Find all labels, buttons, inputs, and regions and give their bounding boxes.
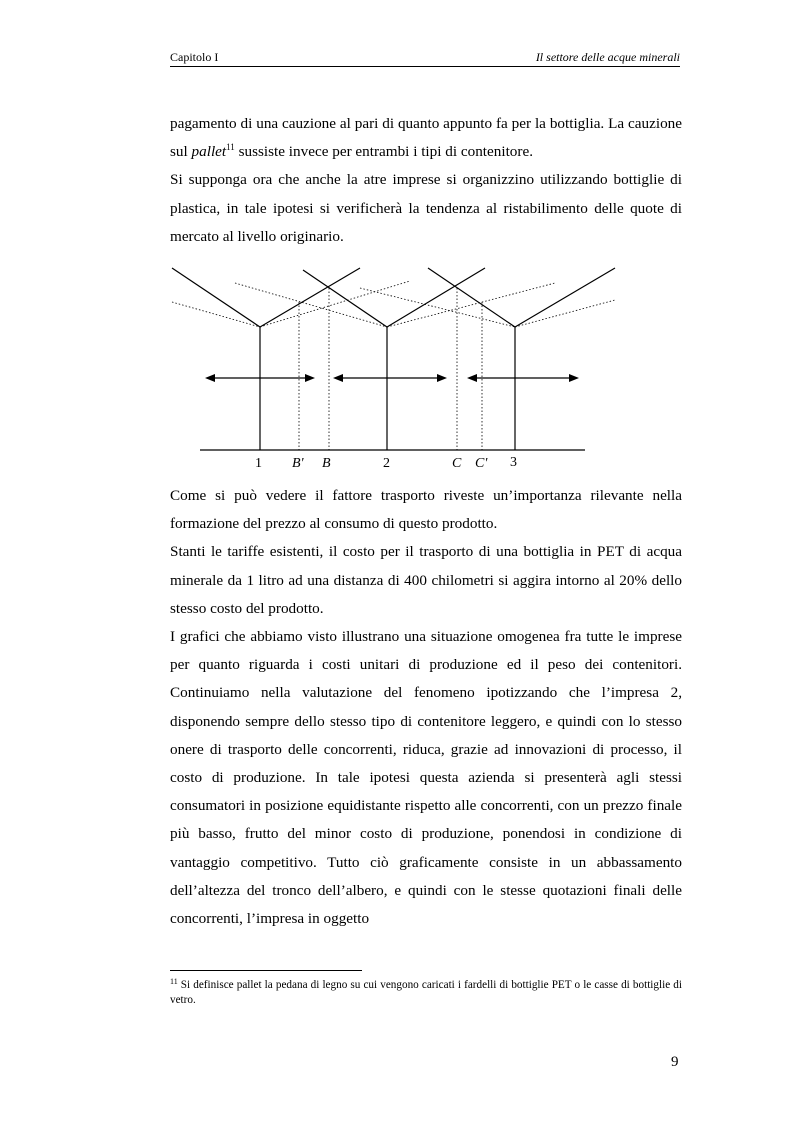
footnote-ref: 11 — [226, 142, 235, 153]
paragraph: Si supponga ora che anche la atre imprese si organizzino utilizzando bottiglie di plastica, in tale ipotesi si verificherà la tendenza al ristabilimento delle quote di mercato al livello originario. — [170, 171, 682, 245]
paragraph: Stanti le tariffe esistenti, il costo per il trasporto di una bottiglia in PET di acqua minerale da 1 litro ad una distanza di 400 chilometri si aggira intorno al 20% dello stesso costo del prodotto. — [170, 543, 682, 617]
tree3-dotted-left — [360, 288, 515, 327]
arrow-head-left — [205, 374, 215, 382]
page-number: 9 — [671, 1054, 679, 1070]
arrow-head-left — [333, 374, 343, 382]
footnote-divider — [170, 970, 362, 971]
tree1-dotted-left — [172, 302, 260, 327]
label-b: B — [322, 456, 331, 471]
italic-term: pallet — [191, 143, 227, 161]
label-b-prime: B' — [292, 456, 304, 471]
section-title: Il settore delle acque minerali — [535, 50, 680, 64]
label-c: C — [452, 456, 462, 471]
paragraph: pagamento di una cauzione al pari di quanto appunto fa per la bottiglia. La cauzione sul pallet$^{11}$ sussiste invece per entrambi i tipi di contenitore. — [170, 115, 682, 161]
paragraph: I grafici che abbiamo visto illustrano una situazione omogenea fra tutte le imprese per quanto riguarda i costi unitari di produzione ed il peso dei contenitori. Continuiamo nella valutazione del fenomeno ipotizzando che l’impresa 2, disponendo sempre dello stesso tipo di contenitore leggero, e quindi con lo stesso onere di trasporto delle concorrenti, riduca, grazie ad innovazioni di processo, il costo di produzione. In tale ipotesi questa azienda si presenterà agli stessi consumatori in posizione equidistante rispetto alle concorrenti, con un prezzo finale più basso, frutto del minor costo di produzione, ponendosi in condizione di vantaggio competitivo. Tutto ciò graficamente consiste in un abbassamento dell’altezza del tronco dell’albero, e quindi con le stesse quotazioni finali delle concorrenti, l’impresa in oggetto — [170, 628, 682, 928]
body-text-bottom — [170, 482, 682, 933]
tree1-right-branch — [260, 268, 360, 327]
body-text-top — [170, 110, 682, 251]
arrow-head-right — [305, 374, 315, 382]
spatial-competition-figure — [160, 258, 630, 480]
tree2-dotted-left — [235, 283, 387, 327]
footnote — [170, 978, 682, 1008]
tree2-dotted-right — [387, 283, 555, 327]
tree1-dotted-right — [260, 281, 410, 327]
tree3-right-branch — [515, 268, 615, 327]
tree3-dotted-right — [515, 300, 615, 327]
arrow-head-left — [467, 374, 477, 382]
label-firm-1: 1 — [255, 456, 262, 471]
chapter-label: Capitolo I — [170, 50, 219, 64]
arrow-head-right — [437, 374, 447, 382]
label-firm-3: 3 — [510, 455, 517, 470]
label-firm-2: 2 — [383, 456, 390, 471]
page-header — [170, 48, 680, 67]
footnote-text: Si definisce pallet la pedana di legno su cui vengono caricati i fardelli di bottiglie PET o le casse di bottiglie di vetro. — [170, 979, 682, 1006]
tree1-left-branch — [172, 268, 260, 327]
arrow-head-right — [569, 374, 579, 382]
tree3-left-branch — [428, 268, 515, 327]
label-c-prime: C' — [475, 456, 488, 471]
paragraph: Come si può vedere il fattore trasporto riveste un’importanza rilevante nella formazione del prezzo al consumo di questo prodotto. — [170, 487, 682, 533]
tree2-right-branch — [387, 268, 485, 327]
footnote-number: 11 — [170, 977, 178, 986]
tree2-left-branch — [303, 270, 387, 327]
